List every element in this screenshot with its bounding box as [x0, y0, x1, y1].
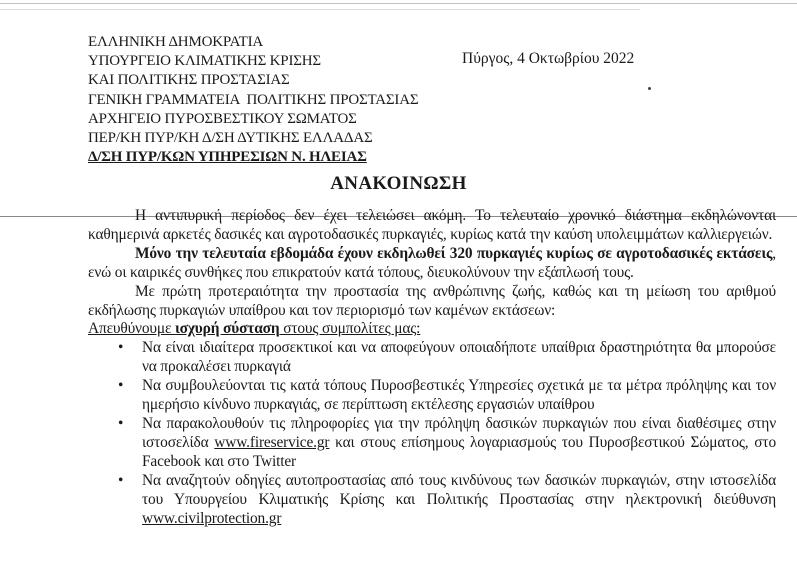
bullet-icon: •: [118, 339, 124, 357]
document-body: [88, 207, 776, 528]
recommendation-list: [88, 339, 776, 528]
list-item-text: Να παρακολουθούν τις πληροφορίες για την πρόληψη δασικών πυρκαγιών που είναι διαθέσιμες στην ιστοσελίδα: [142, 414, 776, 451]
letterhead: [88, 33, 418, 167]
bullet-icon: •: [118, 471, 124, 489]
letterhead-department: Δ/ΣΗ ΠΥΡ/ΚΩΝ ΥΠΗΡΕΣΙΩΝ Ν. ΗΛΕΙΑΣ: [88, 149, 367, 166]
list-item-text: και στους επίσημους λογαριασμούς του Πυροσβεστικού Σώματος, στο Facebook και στο Twitter: [142, 433, 776, 470]
document-date: Πύργος, 4 Οκτωβρίου 2022: [462, 50, 635, 67]
list-item-text: Να συμβουλεύονται τις κατά τόπους Πυροσβεστικές Υπηρεσίες σχετικά με τα μέτρα πρόληψης και τον ημερήσιο κίνδυνο πυρκαγιάς, σε περίπτωση εκτέλεσης εργασιών υπαίθρου: [142, 377, 776, 414]
letterhead-line: ΓΕΝΙΚΗ ΓΡΑΜΜΑΤΕΙΑ ΠΟΛΙΤΙΚΗΣ ΠΡΟΣΤΑΣΙΑΣ: [88, 91, 419, 108]
civilprotection-link[interactable]: www.civilprotection.gr: [142, 509, 282, 527]
statistics-highlight: Μόνο την τελευταία εβδομάδα έχουν εκδηλωθεί 320 πυρκαγιές κυρίως σε αγροτοδασικές εκτάσεις: [135, 244, 773, 262]
scan-speck: [648, 87, 651, 90]
letterhead-line: ΥΠΟΥΡΓΕΙΟ ΚΛΙΜΑΤΙΚΗΣ ΚΡΙΣΗΣ: [88, 53, 321, 70]
bullet-icon: •: [118, 377, 124, 395]
scan-artifact-line: [0, 3, 797, 4]
rec-text: στους συμπολίτες μας:: [279, 320, 421, 338]
list-item-text: Να αναζητούν οδηγίες αυτοπροστασίας από τους κινδύνους των δασικών πυρκαγιών, στην ιστοσελίδα του Υπουργείου Κλιματικής Κρίσης και Πολιτικής Προστασίας στην ηλεκτρονική διεύθυνση: [142, 471, 776, 508]
list-item: [88, 415, 776, 472]
paragraph-priority: Με πρώτη προτεραιότητα την προστασία της ανθρώπινης ζωής, καθώς και τη μείωση του αριθμού εκδήλωσης πυρκαγιών υπαίθρου και τον περιορισμό των καμένων εκτάσεων:: [88, 282, 776, 319]
letterhead-line: ΚΑΙ ΠΟΛΙΤΙΚΗΣ ΠΡΟΣΤΑΣΙΑΣ: [88, 72, 290, 89]
document-title: ΑΝΑΚΟΙΝΩΣΗ: [330, 173, 467, 194]
paragraph-statistics: [88, 245, 776, 283]
paragraph-intro: Η αντιπυρική περίοδος δεν έχει τελειώσει ακόμη. Το τελευταίο χρονικό διάστημα εκδηλώνονται καθημερινά αρκετές δασικές και αγροτοδασικές πυρκαγιές, κυρίως κατά την καύση υπολειμμάτων καλλιεργειών.: [88, 207, 776, 243]
bullet-icon: •: [118, 414, 124, 432]
rec-text: Απευθύνουμε: [88, 320, 175, 338]
list-item: [88, 339, 776, 377]
list-item-text: Να είναι ιδιαίτερα προσεκτικοί και να αποφεύγουν οποιαδήποτε υπαίθρια δραστηριότητα θα μπορούσε να προκαλέσει πυρκαγιά: [142, 339, 776, 376]
rec-bold: ισχυρή σύσταση: [175, 320, 280, 338]
scan-artifact-line: [0, 9, 640, 10]
letterhead-line: ΠΕΡ/ΚΗ ΠΥΡ/ΚΗ Δ/ΣΗ ΔΥΤΙΚΗΣ ΕΛΛΑΔΑΣ: [88, 130, 373, 147]
list-item: [88, 377, 776, 415]
fireservice-link[interactable]: www.fireservice.gr: [214, 433, 330, 451]
list-item: [88, 472, 776, 529]
letterhead-line: ΕΛΛΗΝΙΚΗ ΔΗΜΟΚΡΑΤΙΑ: [88, 34, 263, 50]
recommendation-heading: [88, 320, 776, 339]
statistics-text: , ενώ οι καιρικές συνθήκες που επικρατούν κατά τόπους, διευκολύνουν την εξάπλωσή τους.: [88, 244, 776, 281]
letterhead-line: ΑΡΧΗΓΕΙΟ ΠΥΡΟΣΒΕΣΤΙΚΟΥ ΣΩΜΑΤΟΣ: [88, 110, 357, 127]
